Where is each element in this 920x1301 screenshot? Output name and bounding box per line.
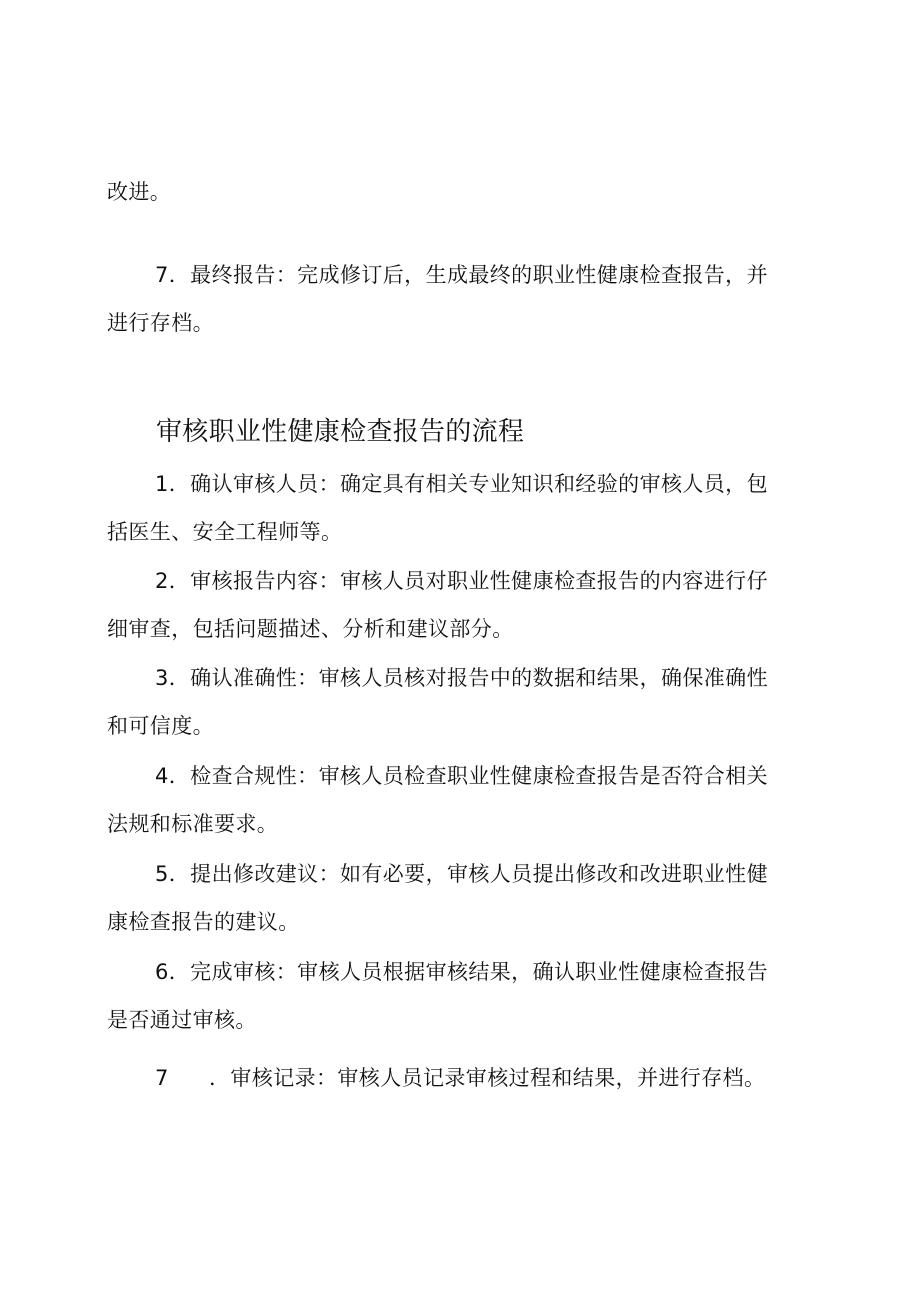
- item-text: ．确认审核人员：确定具有相关专业知识和经验的审核人员，包: [168, 472, 768, 496]
- section-item-3: [107, 654, 819, 750]
- section-item-1: [107, 460, 819, 556]
- section-item-7: [107, 1054, 819, 1102]
- paragraph-line: 和可信度。: [107, 714, 214, 738]
- paragraph-line: [107, 557, 819, 605]
- item-number: 5: [155, 862, 169, 886]
- section-title: 审核职业性健康检查报告的流程: [156, 417, 525, 447]
- section-item-6: [107, 948, 819, 1044]
- item-text: ．确认准确性：审核人员核对报告中的数据和结果，确保准确性: [168, 666, 768, 690]
- item-text: ．最终报告：完成修订后，生成最终的职业性健康检查报告，并: [168, 263, 768, 287]
- item-number: 1: [155, 472, 169, 496]
- section-item-5: [107, 850, 819, 946]
- section-item-2: [107, 557, 819, 653]
- paragraph-line: 康检查报告的建议。: [107, 910, 300, 934]
- paragraph-line: [107, 1054, 819, 1102]
- paragraph-line: 进行存档。: [107, 311, 214, 335]
- intro-item-7: [107, 251, 819, 347]
- paragraph-line: [107, 251, 819, 299]
- item-number: 4: [155, 764, 169, 788]
- item-number: 2: [155, 569, 169, 593]
- item-text: ．提出修改建议：如有必要，审核人员提出修改和改进职业性健: [168, 862, 768, 886]
- paragraph-line: 改进。: [107, 180, 172, 204]
- paragraph-line: 括医生、安全工程师等。: [107, 520, 343, 544]
- item-text: ．审核报告内容：审核人员对职业性健康检查报告的内容进行仔: [168, 569, 768, 593]
- section-item-4: [107, 752, 819, 848]
- paragraph-line: [107, 460, 819, 508]
- item-number: 7: [155, 1066, 169, 1090]
- item-number: 7: [155, 263, 169, 287]
- paragraph-line: [107, 654, 819, 702]
- paragraph-line: [107, 752, 819, 800]
- item-number: 3: [155, 666, 169, 690]
- paragraph-line: 法规和标准要求。: [107, 812, 279, 836]
- intro-continuation: [107, 168, 819, 216]
- paragraph-line: [107, 850, 819, 898]
- paragraph-line: 是否通过审核。: [107, 1008, 257, 1032]
- item-number: 6: [155, 960, 169, 984]
- item-text: ．完成审核：审核人员根据审核结果，确认职业性健康检查报告: [168, 960, 768, 984]
- item-text: ．检查合规性：审核人员检查职业性健康检查报告是否符合相关: [168, 764, 768, 788]
- item-text: ．审核记录：审核人员记录审核过程和结果，并进行存档。: [209, 1066, 766, 1090]
- paragraph-line: [107, 948, 819, 996]
- paragraph-line: 细审查，包括问题描述、分析和建议部分。: [107, 617, 514, 641]
